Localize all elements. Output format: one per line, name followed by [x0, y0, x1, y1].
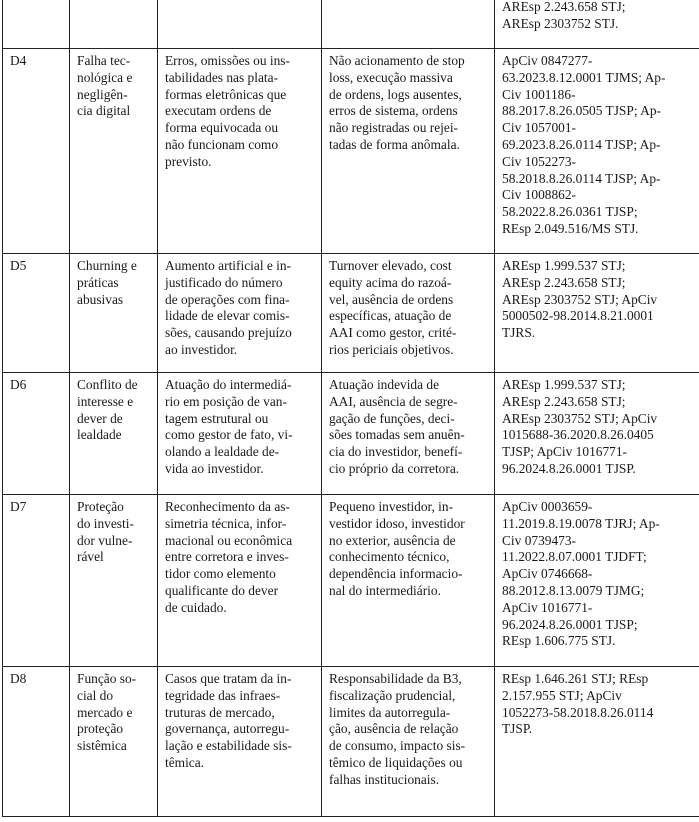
precedent-line: 69.2023.8.26.0114 TJSP; Ap-	[502, 136, 661, 152]
cell-code: D7	[3, 495, 70, 667]
cell-indicators	[322, 667, 495, 817]
description-line: qualificante do dever	[165, 582, 279, 598]
indicator-line: específicas, atuação de	[329, 308, 452, 324]
description-line: tabilidades nas plata-	[165, 69, 279, 85]
cell-description	[158, 667, 322, 817]
indicator-line: erros de sistema, ordens	[329, 103, 458, 119]
category-line: mercado e	[77, 704, 133, 720]
precedent-line: Civ 1001186-	[502, 86, 576, 102]
precedent-line: 58.2022.8.26.0361 TJSP;	[502, 204, 638, 220]
cell-indicators	[322, 373, 495, 495]
description-line: tagem estrutural ou	[165, 410, 269, 426]
table-row	[3, 254, 699, 373]
precedent-line: TJRS.	[502, 325, 536, 341]
category-line: dever de	[77, 410, 123, 426]
precedent-line: REsp 1.606.775 STJ.	[502, 633, 616, 649]
description-line: de cuidado.	[165, 599, 227, 615]
indicator-line: nal do intermediário.	[329, 582, 441, 598]
description-line: não funcionam como	[165, 136, 279, 152]
category-line: proteção	[77, 721, 124, 737]
indicator-line: AAI como gestor, crité-	[329, 325, 457, 341]
cell-indicators	[322, 254, 495, 373]
description-line: lação e estabilidade sis-	[165, 738, 292, 754]
precedent-line: 96.2024.8.26.0001 TJSP.	[502, 460, 636, 476]
precedent-line: 11.2019.8.19.0078 TJRJ; Ap-	[502, 515, 660, 531]
indicator-line: cia do investidor, benefí-	[329, 444, 463, 460]
category-line: negligên-	[77, 86, 128, 102]
cell-precedents	[495, 495, 699, 667]
description-line: tidor como elemento	[165, 566, 276, 582]
description-line: previsto.	[165, 153, 212, 169]
cell-indicators	[322, 49, 495, 254]
precedent-line: 63.2023.8.12.0001 TJMS; Ap-	[502, 69, 666, 85]
precedent-line: AREsp 2.243.658 STJ;	[502, 393, 626, 409]
indicator-line: Pequeno investidor, in-	[329, 499, 454, 514]
description-line: Reconhecimento da as-	[165, 499, 290, 514]
category-line: nológica e	[77, 69, 133, 85]
indicator-line: equity acima do razoá-	[329, 274, 452, 290]
precedent-line: 96.2024.8.26.0001 TJSP;	[502, 616, 638, 632]
cell-code: D5	[3, 254, 70, 373]
category-line: Função so-	[77, 671, 137, 686]
precedent-line: ApCiv 0746668-	[502, 566, 593, 582]
precedent-line: REsp 2.049.516/MS STJ.	[502, 220, 639, 236]
description-line: justificado do número	[165, 274, 283, 290]
precedent-line: Civ 1052273-	[502, 153, 577, 169]
indicator-line: conhecimento técnico,	[329, 549, 450, 565]
indicator-line: Não acionamento de stop	[329, 53, 465, 68]
description-line: Atuação do intermediá-	[165, 377, 292, 392]
cell-precedents	[495, 373, 699, 495]
precedent-line: 11.2022.8.07.0001 TJDFT;	[502, 549, 647, 565]
category-line: dor vulne-	[77, 532, 133, 548]
cell-precedents	[495, 49, 699, 254]
precedent-line: ApCiv 0003659-	[502, 499, 593, 514]
precedent-line: 5000502-98.2014.8.21.0001	[502, 308, 654, 324]
precedent-line: AREsp 2.243.658 STJ;	[502, 0, 626, 14]
cell-precedents	[495, 667, 699, 817]
jurisprudence-table	[2, 0, 699, 817]
description-line: têmica.	[165, 754, 205, 770]
cell-description	[158, 49, 322, 254]
precedent-line: AREsp 2303752 STJ.	[502, 15, 619, 31]
indicator-line: no exterior, ausência de	[329, 532, 456, 548]
precedent-line: AREsp 2.243.658 STJ;	[502, 274, 626, 290]
cell-description	[158, 495, 322, 667]
cell-code: D6	[3, 373, 70, 495]
cell-code: D8	[3, 667, 70, 817]
description-line: sões, causando prejuízo	[165, 325, 292, 341]
precedent-line: 58.2018.8.26.0114 TJSP; Ap-	[502, 170, 661, 186]
cell-category	[70, 495, 158, 667]
cell-category	[70, 49, 158, 254]
precedent-line: 88.2012.8.13.0079 TJMG;	[502, 582, 645, 598]
category-line: interesse e	[77, 393, 134, 409]
description-line: rio em posição de van-	[165, 393, 287, 409]
indicator-line: ção, ausência de relação	[329, 721, 459, 737]
category-line: lealdade	[77, 427, 122, 443]
description-line: vida ao investidor.	[165, 460, 264, 476]
cell-description	[158, 254, 322, 373]
cell-precedents	[495, 0, 699, 49]
description-line: de operações com fina-	[165, 291, 290, 307]
cell-category	[70, 0, 158, 49]
indicator-line: cio próprio da corretora.	[329, 460, 460, 476]
table-row	[3, 495, 699, 667]
precedent-line: AREsp 2303752 STJ; ApCiv	[502, 410, 658, 426]
category-line: cia digital	[77, 103, 131, 119]
indicator-line: Responsabilidade da B3,	[329, 671, 462, 686]
precedent-line: 1052273-58.2018.8.26.0114	[502, 704, 654, 720]
indicator-line: Atuação indevida de	[329, 377, 440, 392]
precedent-line: ApCiv 0847277-	[502, 53, 593, 68]
precedent-line: REsp 1.646.261 STJ; REsp	[502, 671, 649, 686]
category-line: Falha tec-	[77, 53, 131, 68]
cell-code	[3, 0, 70, 49]
description-line: Casos que tratam da in-	[165, 671, 292, 686]
category-line: Conflito de	[77, 377, 138, 392]
precedent-line: 2.157.955 STJ; ApCiv	[502, 687, 622, 703]
indicator-line: limites da autorregula-	[329, 704, 451, 720]
description-line: ao investidor.	[165, 341, 238, 357]
cell-indicators	[322, 495, 495, 667]
indicator-line: falhas institucionais.	[329, 771, 440, 787]
cell-precedents	[495, 254, 699, 373]
description-line: formas eletrônicas que	[165, 86, 287, 102]
indicator-line: sões tomadas sem anuên-	[329, 427, 465, 443]
indicator-line: de ordens, logs ausentes,	[329, 86, 462, 102]
category-line: do investi-	[77, 515, 134, 531]
precedent-line: 1015688-36.2020.8.26.0405	[502, 427, 654, 443]
description-line: macional ou econômica	[165, 532, 293, 548]
table-row	[3, 49, 699, 254]
category-line: rável	[77, 549, 104, 565]
precedent-line: TJSP.	[502, 721, 533, 737]
description-line: truturas de mercado,	[165, 704, 275, 720]
precedent-line: Civ 0739473-	[502, 532, 577, 548]
indicator-line: tadas de forma anômala.	[329, 136, 460, 152]
indicator-line: Turnover elevado, cost	[329, 258, 452, 273]
indicator-line: de consumo, impacto sis-	[329, 738, 466, 754]
category-line: Proteção	[77, 499, 124, 514]
description-line: lidade de elevar comis-	[165, 308, 290, 324]
precedent-line: TJSP; ApCiv 1016771-	[502, 444, 628, 460]
description-line: Erros, omissões ou ins-	[165, 53, 290, 68]
description-line: entre corretora e inves-	[165, 549, 289, 565]
indicator-line: vestidor idoso, investidor	[329, 515, 465, 531]
precedent-line: Civ 1057001-	[502, 120, 577, 136]
precedent-line: AREsp 1.999.537 STJ;	[502, 377, 626, 392]
table-body	[3, 0, 699, 817]
description-line: como gestor de fato, vi-	[165, 427, 293, 443]
description-line: tegridade das infraes-	[165, 687, 281, 703]
indicator-line: não registradas ou rejei-	[329, 120, 459, 136]
description-line: simetria técnica, infor-	[165, 515, 287, 531]
category-line: sistêmica	[77, 738, 127, 754]
indicator-line: AAI, ausência de segre-	[329, 393, 458, 409]
indicator-line: dependência informacio-	[329, 566, 463, 582]
category-line: abusivas	[77, 291, 124, 307]
indicator-line: fiscalização prudencial,	[329, 687, 456, 703]
cell-category	[70, 667, 158, 817]
precedent-line: ApCiv 1016771-	[502, 599, 593, 615]
category-line: cial do	[77, 687, 114, 703]
cell-category	[70, 373, 158, 495]
table-row	[3, 373, 699, 495]
cell-code: D4	[3, 49, 70, 254]
description-line: executam ordens de	[165, 103, 272, 119]
precedent-line: 88.2017.8.26.0505 TJSP; Ap-	[502, 103, 661, 119]
cell-indicators	[322, 0, 495, 49]
table-row-continuation	[3, 0, 699, 49]
cell-description	[158, 373, 322, 495]
precedent-line: Civ 1008862-	[502, 187, 577, 203]
indicator-line: vel, ausência de ordens	[329, 291, 454, 307]
indicator-line: rios periciais objetivos.	[329, 341, 454, 357]
table-row	[3, 667, 699, 817]
description-line: olando a lealdade de-	[165, 444, 280, 460]
description-line: governança, autorregu-	[165, 721, 290, 737]
category-line: Churning e	[77, 258, 137, 273]
indicator-line: loss, execução massiva	[329, 69, 453, 85]
precedent-line: AREsp 1.999.537 STJ;	[502, 258, 626, 273]
cell-description	[158, 0, 322, 49]
indicator-line: gação de funções, deci-	[329, 410, 455, 426]
category-line: práticas	[77, 274, 119, 290]
indicator-line: têmico de liquidações ou	[329, 754, 463, 770]
description-line: Aumento artificial e in-	[165, 258, 292, 273]
description-line: forma equivocada ou	[165, 120, 279, 136]
precedent-line: AREsp 2303752 STJ; ApCiv	[502, 291, 658, 307]
cell-category	[70, 254, 158, 373]
